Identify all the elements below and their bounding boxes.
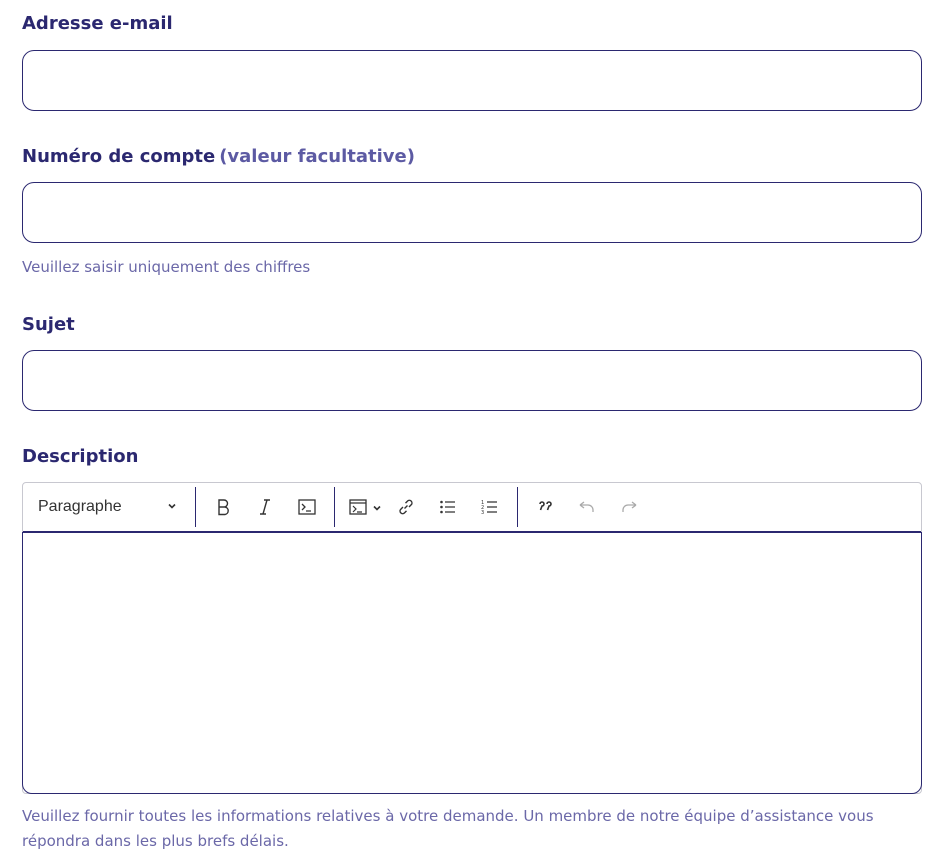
account-number-field[interactable] xyxy=(22,182,922,243)
description-label: Description xyxy=(22,446,139,467)
code-block-icon xyxy=(344,490,372,524)
link-button[interactable] xyxy=(388,490,424,524)
bulleted-list-icon xyxy=(439,499,457,515)
svg-text:3: 3 xyxy=(481,510,485,515)
chevron-down-icon xyxy=(167,498,177,516)
paragraph-format-dropdown[interactable] xyxy=(23,487,189,527)
email-field[interactable] xyxy=(22,50,922,111)
toolbar-separator xyxy=(334,487,335,527)
account-label xyxy=(22,145,415,169)
toolbar-separator xyxy=(517,487,518,527)
italic-icon xyxy=(257,498,273,516)
code-icon xyxy=(298,499,316,515)
italic-button[interactable] xyxy=(247,490,283,524)
description-hint: Veuillez fournir toutes les informations relatives à votre demande. Un membre de notre équipe d’assistance vous répondra dans les plus brefs délais. xyxy=(22,807,874,850)
code-block-dropdown[interactable] xyxy=(344,490,382,524)
link-icon xyxy=(397,498,415,516)
optional-tag: (valeur facultative) xyxy=(219,146,415,167)
editor-toolbar xyxy=(23,483,921,532)
description-editor-area[interactable] xyxy=(22,532,922,794)
account-hint: Veuillez saisir uniquement des chiffres xyxy=(22,258,311,276)
toolbar-separator xyxy=(195,487,196,527)
bold-button[interactable] xyxy=(205,490,241,524)
account-label-text: Numéro de compte xyxy=(22,146,216,167)
subject-field[interactable] xyxy=(22,350,922,411)
chevron-down-icon xyxy=(372,498,382,517)
code-button[interactable] xyxy=(289,490,325,524)
redo-button[interactable] xyxy=(611,490,647,524)
undo-icon xyxy=(578,500,596,514)
svg-text:1: 1 xyxy=(481,500,485,506)
numbered-list-button[interactable] xyxy=(472,490,508,524)
redo-icon xyxy=(620,500,638,514)
paragraph-format-label: Paragraphe xyxy=(38,498,122,515)
undo-button[interactable] xyxy=(569,490,605,524)
email-label: Adresse e-mail xyxy=(22,13,173,34)
svg-text:2: 2 xyxy=(481,505,485,511)
bulleted-list-button[interactable] xyxy=(430,490,466,524)
bold-icon xyxy=(215,498,231,516)
numbered-list-icon xyxy=(481,499,499,515)
blockquote-icon xyxy=(537,500,553,514)
rich-text-editor xyxy=(22,482,922,794)
subject-label: Sujet xyxy=(22,314,75,335)
blockquote-button[interactable] xyxy=(527,490,563,524)
